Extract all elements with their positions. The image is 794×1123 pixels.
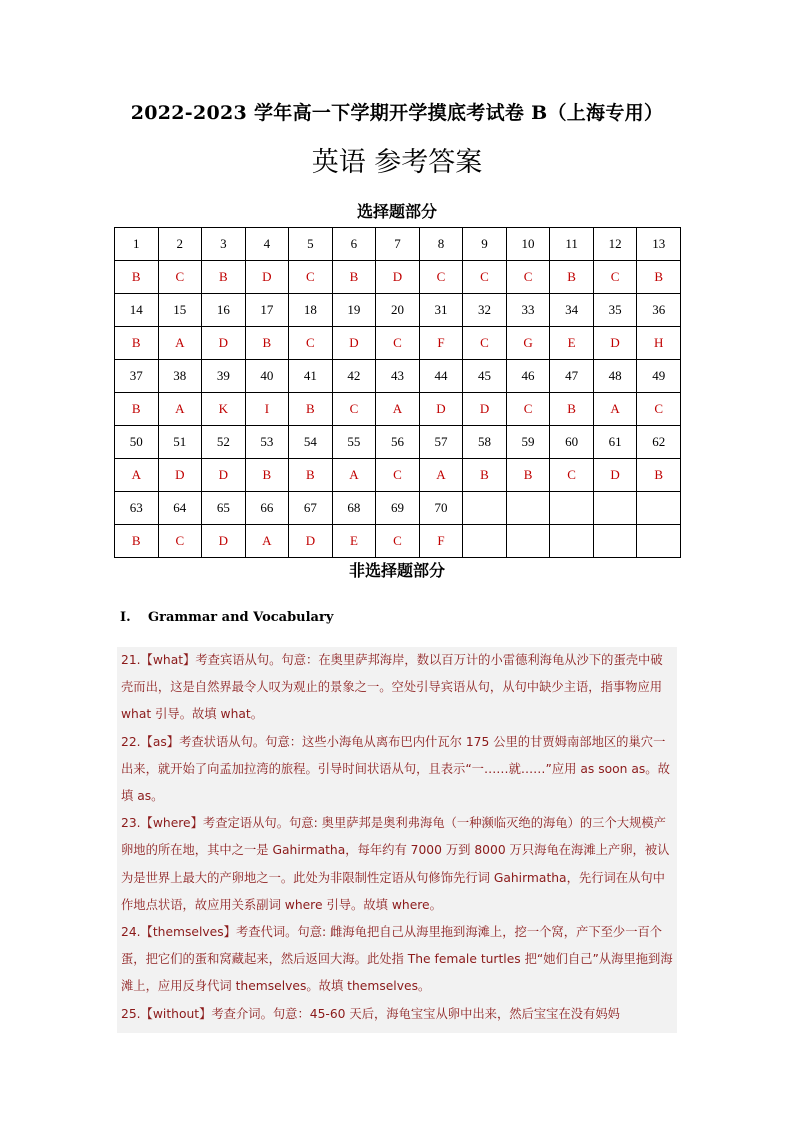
question-number-row [115,228,681,261]
answer-cell: G [506,327,550,360]
question-number-cell: 38 [158,360,202,393]
question-number-cell: 50 [115,426,159,459]
answer-cell: D [463,393,507,426]
section-heading-nonchoice: 非选择题部分 [348,561,445,580]
answer-cell: A [419,459,463,492]
answer-row [115,393,681,426]
answer-cell: E [332,525,376,558]
answer-row [115,327,681,360]
question-number-cell: 69 [376,492,420,525]
answer-cell [550,525,594,558]
answer-cell: B [115,525,159,558]
answer-cell: C [158,261,202,294]
answer-row [115,525,681,558]
question-number-cell: 15 [158,294,202,327]
question-number-cell: 64 [158,492,202,525]
question-number-cell: 46 [506,360,550,393]
question-number-cell: 6 [332,228,376,261]
question-number-cell: 42 [332,360,376,393]
answer-cell: C [376,327,420,360]
answer-cell [637,525,681,558]
answer-cell: D [202,525,246,558]
answer-cell [463,525,507,558]
explanation-box [117,647,677,1033]
answer-cell: B [637,261,681,294]
question-number-cell: 63 [115,492,159,525]
question-number-cell: 40 [245,360,289,393]
question-number-cell: 56 [376,426,420,459]
answer-cell: B [115,261,159,294]
document-title: 2022-2023 学年高一下学期开学摸底考试卷 B（上海专用） [130,102,664,124]
question-number-cell: 47 [550,360,594,393]
question-number-cell [463,492,507,525]
document-subtitle: 英语 参考答案 [311,147,483,178]
question-number-cell: 54 [289,426,333,459]
answer-row [115,459,681,492]
answer-cell: D [289,525,333,558]
question-number-cell: 19 [332,294,376,327]
question-number-cell: 49 [637,360,681,393]
question-number-cell: 20 [376,294,420,327]
answer-cell: B [463,459,507,492]
answer-cell: K [202,393,246,426]
answer-cell [506,525,550,558]
question-number-cell: 60 [550,426,594,459]
answer-cell: C [376,525,420,558]
answer-cell: B [332,261,376,294]
answer-cell: C [289,261,333,294]
question-number-cell: 31 [419,294,463,327]
question-number-cell: 70 [419,492,463,525]
question-number-cell: 36 [637,294,681,327]
question-number-cell: 14 [115,294,159,327]
answer-cell: C [158,525,202,558]
answer-cell: B [202,261,246,294]
answer-cell: C [419,261,463,294]
question-number-row [115,294,681,327]
answer-cell: F [419,525,463,558]
question-number-cell: 62 [637,426,681,459]
answer-cell: C [593,261,637,294]
answer-cell: H [637,327,681,360]
answer-cell: D [202,459,246,492]
question-number-cell: 39 [202,360,246,393]
question-number-cell: 51 [158,426,202,459]
answer-cell: C [506,261,550,294]
question-number-cell: 52 [202,426,246,459]
question-number-cell: 18 [289,294,333,327]
answer-cell: B [637,459,681,492]
question-number-cell: 65 [202,492,246,525]
answer-cell: I [245,393,289,426]
answer-cell: A [158,393,202,426]
question-number-cell [637,492,681,525]
question-number-cell: 8 [419,228,463,261]
answer-cell: B [506,459,550,492]
explanation-item: 25.【without】考查介词。句意：45-60 天后，海龟宝宝从卵中出来，然后宝宝在没有妈妈 [121,1006,620,1021]
answer-cell: B [289,459,333,492]
question-number-cell [506,492,550,525]
question-number-cell: 59 [506,426,550,459]
question-number-cell: 66 [245,492,289,525]
question-number-cell: 41 [289,360,333,393]
question-number-cell: 9 [463,228,507,261]
answer-cell: C [332,393,376,426]
question-number-cell: 5 [289,228,333,261]
question-number-cell: 12 [593,228,637,261]
answer-cell: F [419,327,463,360]
question-number-cell: 55 [332,426,376,459]
question-number-cell: 61 [593,426,637,459]
question-number-cell: 3 [202,228,246,261]
explanation-item: 24.【themselves】考查代词。句意: 雌海龟把自己从海里拖到海滩上，挖一个窝，产下至少一百个蛋，把它们的蛋和窝藏起来，然后返回大海。此处指 The female turtles 把“她们自己”从海里拖到海滩上，应用反身代词 themselves。故填 themselves。 [121,925,673,994]
answer-cell: D [332,327,376,360]
question-number-cell: 16 [202,294,246,327]
answer-cell: D [593,459,637,492]
answer-cell: A [115,459,159,492]
question-number-cell: 33 [506,294,550,327]
question-number-cell: 43 [376,360,420,393]
question-number-cell: 10 [506,228,550,261]
question-number-cell: 17 [245,294,289,327]
answer-cell: B [115,327,159,360]
question-number-cell: 2 [158,228,202,261]
answer-cell: D [419,393,463,426]
question-number-row [115,360,681,393]
answer-cell: A [376,393,420,426]
question-number-cell: 67 [289,492,333,525]
question-number-cell: 37 [115,360,159,393]
question-number-cell: 34 [550,294,594,327]
explanation-item: 21.【what】考查宾语从句。句意：在奥里萨邦海岸，数以百万计的小雷德利海龟从沙下的蛋壳中破壳而出，这是自然界最令人叹为观止的景象之一。空处引导宾语从句，从句中缺少主语，指事物应用 what 引导。故填 what。 [121,653,663,722]
question-number-cell: 1 [115,228,159,261]
answer-cell: C [550,459,594,492]
answer-cell: A [593,393,637,426]
question-number-cell: 58 [463,426,507,459]
question-number-cell [550,492,594,525]
section-heading-choice: 选择题部分 [356,202,437,221]
answer-cell: D [376,261,420,294]
answer-cell: C [463,327,507,360]
answer-cell: B [245,459,289,492]
question-number-cell: 48 [593,360,637,393]
question-number-row [115,492,681,525]
question-number-row [115,426,681,459]
answer-cell: E [550,327,594,360]
answer-table [114,227,681,558]
question-number-cell [593,492,637,525]
question-number-cell: 13 [637,228,681,261]
question-number-cell: 44 [419,360,463,393]
answer-cell: D [202,327,246,360]
question-number-cell: 45 [463,360,507,393]
answer-cell: A [245,525,289,558]
answer-cell: B [550,261,594,294]
explanation-item: 22.【as】考查状语从句。句意：这些小海龟从离布巴内什瓦尔 175 公里的甘贾姆南部地区的巢穴一出来，就开始了向孟加拉湾的旅程。引导时间状语从句，且表示“一……就……”应用 as soon as。故填 as。 [121,734,670,804]
answer-cell: B [550,393,594,426]
answer-row [115,261,681,294]
answer-cell: C [463,261,507,294]
question-number-cell: 32 [463,294,507,327]
question-number-cell: 68 [332,492,376,525]
answer-cell: D [158,459,202,492]
answer-cell [593,525,637,558]
question-number-cell: 53 [245,426,289,459]
answer-cell: B [245,327,289,360]
answer-cell: A [158,327,202,360]
answer-cell: C [506,393,550,426]
question-number-cell: 57 [419,426,463,459]
question-number-cell: 7 [376,228,420,261]
answer-cell: A [332,459,376,492]
answer-cell: C [637,393,681,426]
answer-cell: C [289,327,333,360]
question-number-cell: 4 [245,228,289,261]
answer-cell: B [289,393,333,426]
question-number-cell: 35 [593,294,637,327]
answer-cell: C [376,459,420,492]
explanation-item: 23.【where】考查定语从句。句意: 奥里萨邦是奥利弗海龟（一种濒临灭绝的海龟）的三个大规模产卵地的所在地，其中之一是 Gahirmatha，每年约有 7000 万到 8000 万只海龟在海滩上产卵，被认为是世界上最大的产卵地之一。此处为非限制性定语从句修饰先行词 Gahirmatha，先行词在从句中作地点状语，故应用关系副词 where 引导。故填 where。 [121,816,670,912]
answer-cell: D [245,261,289,294]
part-heading [120,610,333,625]
part-numeral: I. [120,610,131,625]
answer-cell: B [115,393,159,426]
question-number-cell: 11 [550,228,594,261]
answer-cell: D [593,327,637,360]
part-label: Grammar and Vocabulary [148,610,334,625]
